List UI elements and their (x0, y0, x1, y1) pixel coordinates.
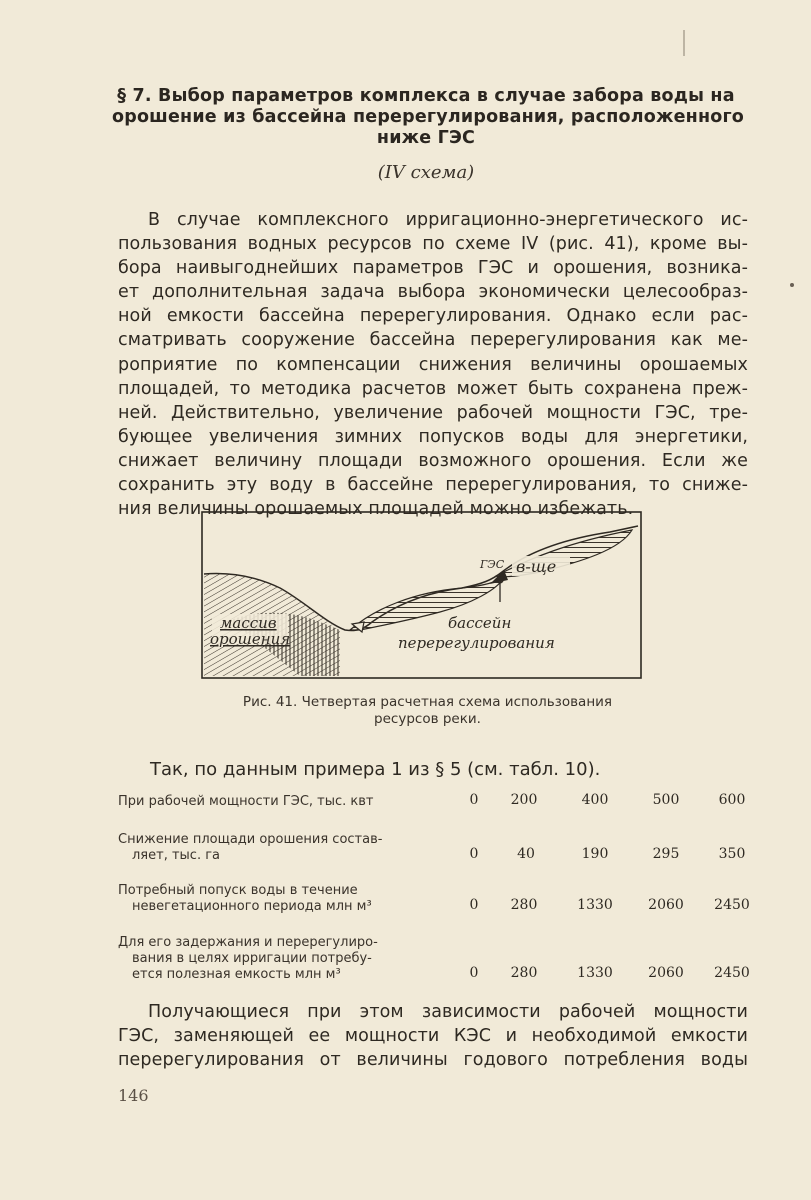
label-massif-line2: орошения (210, 630, 291, 648)
text-line: бующее увеличения зимних попусков воды для энергетики, (118, 426, 748, 447)
text-line: ней. Действительно, увеличение рабочей мощности ГЭС, тре- (118, 402, 748, 423)
label-basin-line1: бассейн (448, 614, 512, 632)
text-line: ния величины орошаемых площадей можно избежать. (118, 499, 634, 520)
cell-value: 0 (469, 897, 479, 913)
cell-value: 600 (718, 792, 746, 808)
label-basin-line2: перерегулирования (398, 634, 555, 652)
cell-value: 190 (581, 846, 609, 862)
cell-value: 2450 (714, 965, 750, 981)
caption-line: ресурсов реки. (374, 711, 481, 727)
paragraph-1 (118, 208, 748, 521)
cell-value: 40 (517, 846, 535, 862)
cell-value: 0 (469, 846, 479, 862)
figure-caption (150, 694, 705, 728)
text-line: перерегулирования от величины годового потребления воды (118, 1050, 748, 1071)
text-line: В случае комплексного ирригационно-энергетического ис- (148, 210, 748, 230)
text-line: ГЭС, заменяющей ее мощности КЭС и необходимой емкости (118, 1026, 748, 1047)
cell-value: 295 (652, 846, 680, 862)
row-label: Для его задержания и перерегулиро- вания в целях ирригации потребу- ется полезная емкость млн м³ (118, 935, 378, 982)
cell-value: 0 (469, 792, 479, 808)
label-massif-line1: массив (220, 614, 277, 632)
text-line: ет дополнительная задача выбора экономически целесообраз- (118, 282, 748, 303)
cell-value: 1330 (577, 965, 613, 981)
cell-value: 350 (718, 846, 746, 862)
cell-value: 2060 (648, 897, 684, 913)
cell-value: 280 (510, 965, 538, 981)
row-label: Снижение площади орошения состав- ляет, тыс. га (118, 832, 383, 863)
text-line: пользования водных ресурсов по схеме IV (рис. 41), кроме вы- (118, 234, 748, 255)
text-line: Получающиеся при этом зависимости рабочей мощности (148, 1002, 748, 1022)
cell-value: 2060 (648, 965, 684, 981)
text-line: роприятие по компенсации снижения величины орошаемых (118, 354, 748, 375)
cell-value: 400 (581, 792, 609, 808)
section-heading (112, 86, 745, 149)
label-ges: ГЭС (480, 558, 505, 571)
cell-value: 500 (652, 792, 680, 808)
text-line: снижает величину площади возможного орошения. Если же (118, 450, 748, 471)
heading-line: ниже ГЭС (376, 128, 476, 148)
scheme-subtitle: (IV схема) (377, 162, 475, 183)
text-line: ной емкости бассейна перерегулирования. Однако если рас- (118, 306, 748, 327)
heading-line: § 7. Выбор параметров комплекса в случае забора воды на (117, 86, 735, 106)
text-line: бора наивыгоднейших параметров ГЭС и орошения, возника- (118, 258, 748, 279)
cell-value: 200 (510, 792, 538, 808)
text-line: сохранить эту воду в бассейне перерегулирования, то сниже- (118, 475, 748, 496)
table-intro: Так, по данным примера 1 из § 5 (см. табл. 10). (150, 759, 601, 780)
text-line: сматривать сооружение бассейна перерегулирования как ме- (118, 330, 748, 351)
text-line: площадей, то методика расчетов может быть сохранена преж- (118, 378, 748, 399)
row-label: Потребный попуск воды в течение невегетационного периода млн м³ (118, 883, 372, 914)
cell-value: 280 (510, 897, 538, 913)
row-label: При рабочей мощности ГЭС, тыс. квт (118, 794, 374, 809)
cell-value: 0 (469, 965, 479, 981)
scheme-figure (200, 510, 645, 690)
label-reservoir: в-ще (516, 557, 557, 576)
page-number: 146 (118, 1086, 149, 1105)
margin-dot (790, 283, 794, 287)
heading-line: орошение из бассейна перерегулирования, расположенного (112, 107, 745, 127)
cell-value: 2450 (714, 897, 750, 913)
caption-line: Рис. 41. Четвертая расчетная схема использования (242, 694, 613, 710)
scan-mark (683, 30, 685, 56)
paragraph-2 (118, 1000, 748, 1072)
cell-value: 1330 (577, 897, 613, 913)
